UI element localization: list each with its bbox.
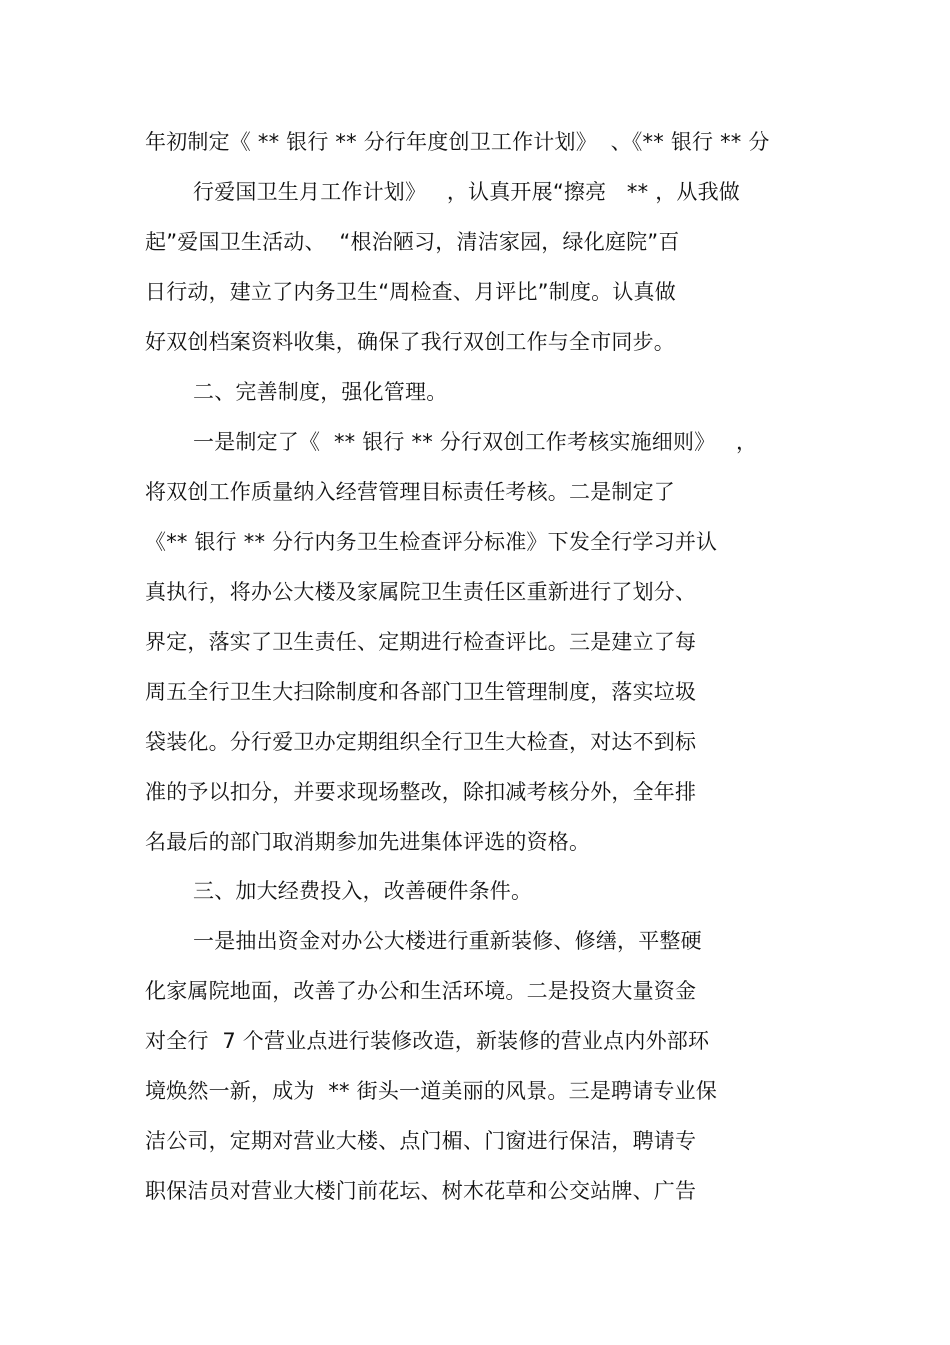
section-heading: 二、完善制度，强化管理。 <box>193 380 448 404</box>
section-heading: 三、加大经费投入，改善硬件条件。 <box>193 879 533 903</box>
text-line: 一是制定了《 ** 银行 ** 分行双创工作考核实施细则》 ， <box>193 430 758 454</box>
text-line: 好双创档案资料收集，确保了我行双创工作与全市同步。 <box>145 330 675 354</box>
text-line: 《** 银行 ** 分行内务卫生检查评分标准》下发全行学习并认 <box>145 530 718 554</box>
text-line: 名最后的部门取消期参加先进集体评选的资格。 <box>145 830 591 854</box>
text-line: 将双创工作质量纳入经营管理目标责任考核。二是制定了 <box>145 480 675 504</box>
text-line: 周五全行卫生大扫除制度和各部门卫生管理制度，落实垃圾 <box>145 680 697 704</box>
text-line: 境焕然一新，成为 ** 街头一道美丽的风景。三是聘请专业保 <box>145 1079 718 1103</box>
text-line: 袋装化。分行爱卫办定期组织全行卫生大检查，对达不到标 <box>145 730 697 754</box>
text-line: 一是抽出资金对办公大楼进行重新装修、修缮，平整硬 <box>193 929 702 953</box>
text-line: 真执行，将办公大楼及家属院卫生责任区重新进行了划分、 <box>145 580 697 604</box>
text-line: 准的予以扣分，并要求现场整改，除扣减考核分外，全年排 <box>145 780 697 804</box>
text-line: 职保洁员对营业大楼门前花坛、树木花草和公交站牌、广告 <box>145 1179 697 1203</box>
text-line: 行爱国卫生月工作计划》 ，认真开展“擦亮 ** ，从我做 <box>193 180 741 204</box>
text-line: 日行动，建立了内务卫生“周检查、月评比”制度。认真做 <box>145 280 676 304</box>
text-line: 起”爱国卫生活动、 “根治陋习，清洁家园，绿化庭院”百 <box>145 230 680 254</box>
text-line: 洁公司，定期对营业大楼、点门楣、门窗进行保洁，聘请专 <box>145 1129 697 1153</box>
text-line: 化家属院地面，改善了办公和生活环境。二是投资大量资金 <box>145 979 697 1003</box>
text-line: 对全行 7 个营业点进行装修改造，新装修的营业点内外部环 <box>145 1029 710 1053</box>
text-line: 界定，落实了卫生责任、定期进行检查评比。三是建立了每 <box>145 630 697 654</box>
text-line: 年初制定《 ** 银行 ** 分行年度创卫工作计划》 、《** 银行 ** 分 <box>145 130 770 154</box>
